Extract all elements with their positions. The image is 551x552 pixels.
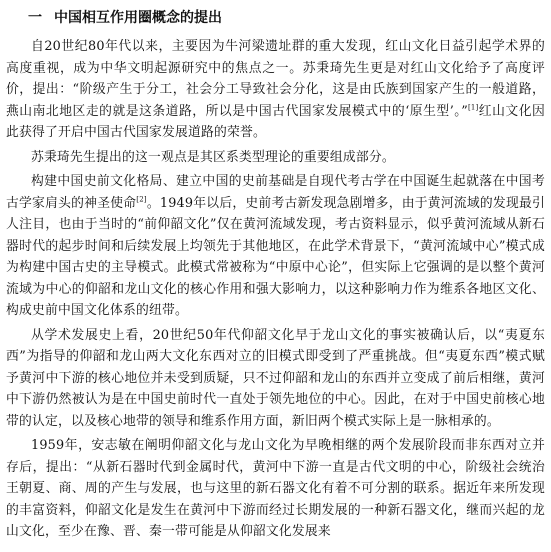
paragraph-3-text-b: 。1949年以后，史前考古新发现急剧增多，由于黄河流域的发现最引人注目，也由于当时的“前仰韶文化”仅在黄河流域发现，考古资料显示，似乎黄河流域从新石器时代的起步时间和后续发展上均领先于其他地区，在此学术背景下，“黄河流域中心”模式成为构建中国古史的主导模式。此模式常被称为“中原中心论”，但实际上它强调的是以整个黄河流域为中心的仰韶和龙山文化的核心作用和强大影响力，以这种影响力作为维系各地区文化、构成史前中国文化体系的纽带。 xyxy=(6,195,546,318)
paragraph-1-text-b: 红山文化因此获得了开启中国古代国家发展道路的荣誉。 xyxy=(6,103,546,140)
paragraph-2 xyxy=(6,147,545,169)
section-heading xyxy=(6,8,545,28)
paragraph-4 xyxy=(6,325,545,433)
section-title: 中国相互作用圈概念的提出 xyxy=(54,10,222,26)
paragraph-5 xyxy=(6,435,545,543)
paragraph-1-text-a: 自20世纪80年代以来，主要因为牛河梁遗址群的重大发现，红山文化日益引起学术界的高度重视，成为中华文明起源研究中的焦点之一。苏秉琦先生更是对红山文化给予了高度评价，提出：“阶级产生于分工，社会分工导致社会分化，这是由氏族到国家产生的一般道路，燕山南北地区走的就是这条道路，所以是中国古代国家发展模式中的‘原生型’。” xyxy=(6,39,545,119)
paragraph-4-text: 从学术发展史上看，20世纪50年代仰韶文化早于龙山文化的事实被确认后，以“夷夏东西”为指导的仰韶和龙山两大文化东西对立的旧模式即受到了严重挑战。但“夷夏东西”模式赋予黄河中下游的核心地位并未受到质疑，只不过仰韶和龙山的东西并立变成了前后相继，黄河中下游仍然被认为是在中国史前时代一直处于领先地位的中心。因此，在对于中国史前核心地带的认定，以及核心地带的领导和维系作用方面，新旧两个模式实际上是一脉相承的。 xyxy=(6,327,545,429)
paragraph-1 xyxy=(6,36,545,144)
paragraph-2-text: 苏秉琦先生提出的这一观点是其区系类型理论的重要组成部分。 xyxy=(31,149,395,165)
citation-2: [2] xyxy=(136,195,147,204)
paragraph-3-text-a: 构建中国史前文化格局、建立中国的史前基础是自现代考古学在中国诞生起就落在中国考古学家肩头的神圣使命 xyxy=(6,174,545,211)
paragraph-3 xyxy=(6,171,545,322)
section-number: 一 xyxy=(28,10,42,26)
paragraph-5-text: 1959年，安志敏在阐明仰韶文化与龙山文化为早晚相继的两个发展阶段而非东西对立并存后，提出：“从新石器时代到金属时代，黄河中下游一直是古代文明的中心，阶级社会统治王朝夏、商、周的产生与发展，也与这里的新石器文化有着不可分割的联系。据近年来所发现的丰富资料，仰韶文化是发生在黄河中下游而经过长期发展的一种新石器文化，继而兴起的龙山文化，至少在豫、晋、秦一带可能是从仰韶文化发展来 xyxy=(6,438,545,539)
citation-1: [1] xyxy=(467,103,479,112)
